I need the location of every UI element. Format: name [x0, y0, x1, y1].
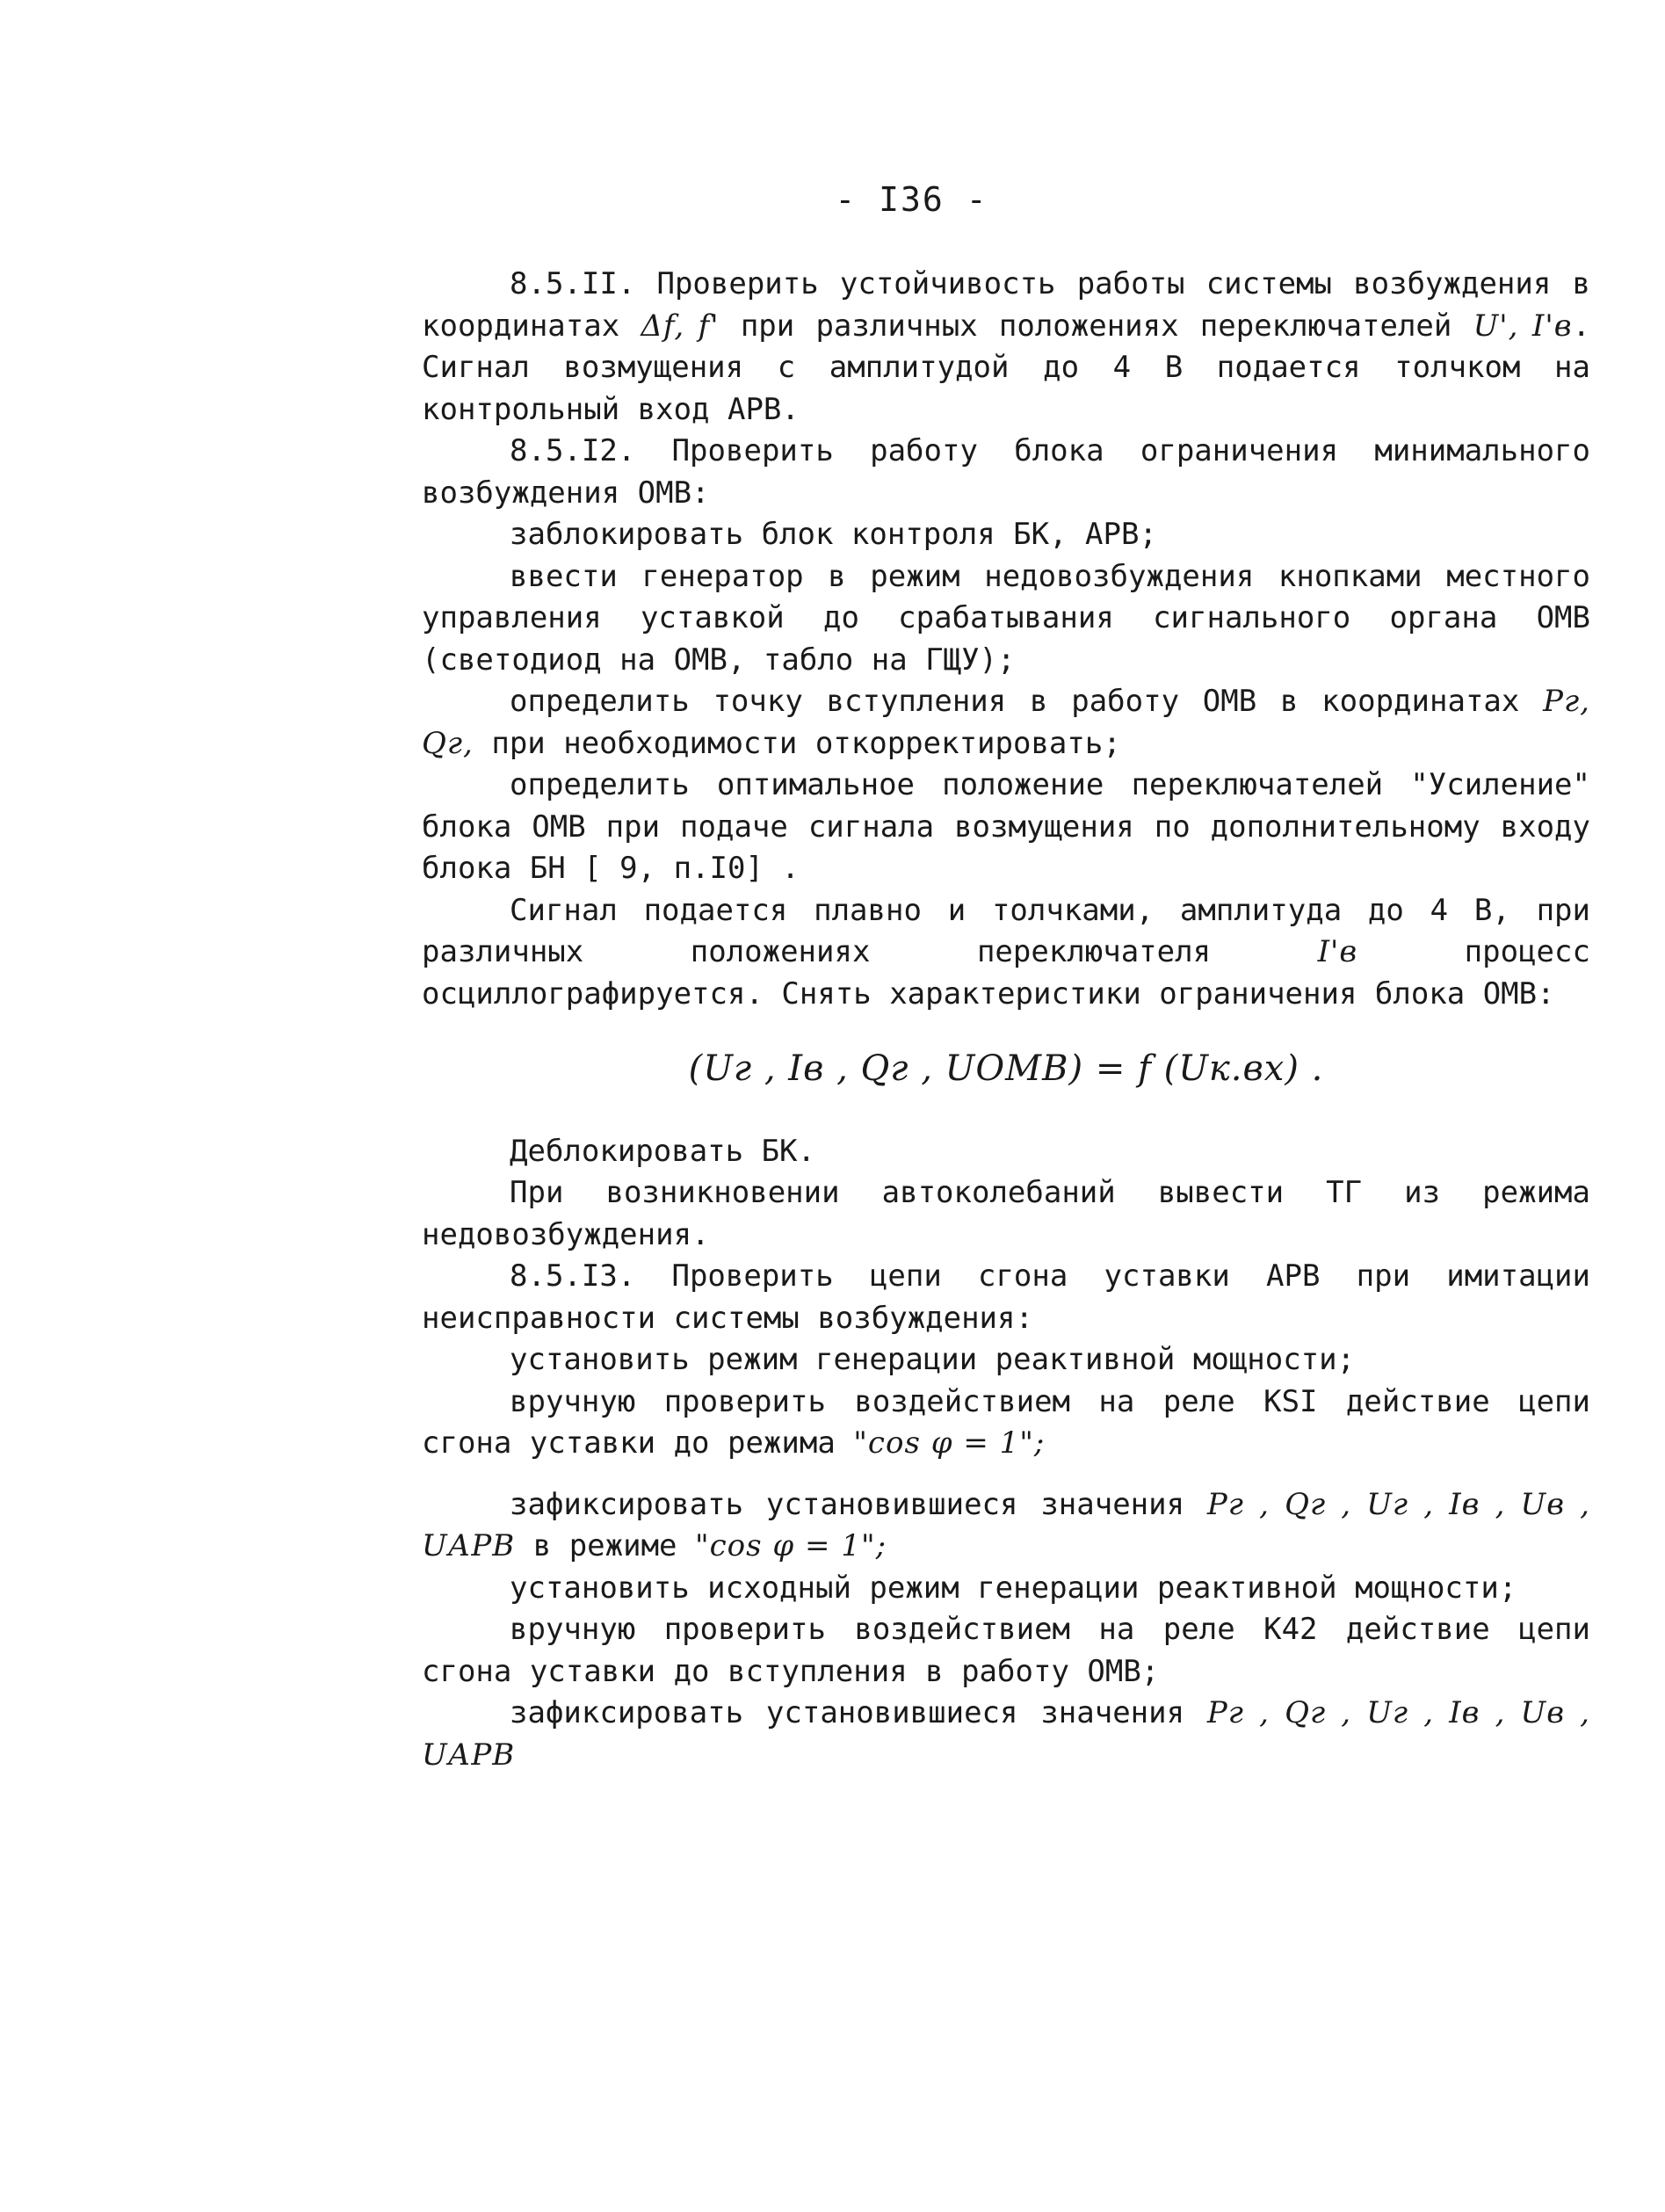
document-body	[422, 264, 1590, 1776]
paragraph-signal: Сигнал подается плавно и толчками, амплитуда до 4 В, при различных положениях переключателя I'в процесс осциллографируется. Снять характеристики ограничения блока ОМВ:	[422, 892, 1590, 1012]
paragraph-unblock: Деблокировать БК.	[510, 1133, 815, 1169]
math-p-q: Pг, Qг,	[422, 684, 1590, 761]
math-delta-f: Δf, f'	[641, 308, 720, 344]
step-gain-switch: определить оптимальное положение переключателей "Усиление" блока ОМВ при подаче сигнала возмущения по дополнительному входу блока БН [ 9, п.I0] .	[422, 767, 1590, 886]
math-values-1: Pг , Qг , Uг , Iв , Uв , UАРВ	[422, 1486, 1590, 1563]
paragraph-8-5-13: 8.5.I3. Проверить цепи сгона уставки АРВ при имитации неисправности системы возбуждения:	[422, 1258, 1590, 1336]
math-u-i-switches: U', I'в	[1473, 308, 1573, 344]
step-reactive-mode: установить режим генерации реактивной мощности;	[510, 1342, 1356, 1377]
step-relay-k42: вручную проверить воздействием на реле К42 действие цепи сгона уставки до вступления в работу ОМВ;	[422, 1612, 1590, 1689]
math-iv: I'в	[1317, 934, 1358, 969]
step-relay-ksi: вручную проверить воздействием на реле KSI действие цепи сгона уставки до режима "cos φ = 1";	[422, 1383, 1590, 1461]
step-record-values-1: зафиксировать установившиеся значения Pг , Qг , Uг , Iв , Uв , UАРВ в режиме "cos φ = 1";	[422, 1486, 1590, 1563]
math-values-2: Pг , Qг , Uг , Iв , Uв , UАРВ	[422, 1695, 1590, 1773]
math-cos-phi: "cos φ = 1";	[853, 1425, 1046, 1461]
step-block-bk: заблокировать блок контроля БК, АРВ;	[510, 517, 1157, 552]
paragraph-8-5-12: 8.5.I2. Проверить работу блока ограничения минимального возбуждения ОМВ:	[422, 433, 1590, 511]
paragraph-self-oscillation: При возникновении автоколебаний вывести ТГ из режима недовозбуждения.	[422, 1175, 1590, 1252]
step-record-values-2: зафиксировать установившиеся значения Pг , Qг , Uг , Iв , Uв , UАРВ	[422, 1695, 1590, 1773]
page-number: - I36 -	[835, 180, 988, 219]
step-underexcitation: ввести генератор в режим недовозбуждения кнопками местного управления уставкой до срабатывания сигнального органа ОМВ (светодиод на ОМВ, табло на ГЩУ);	[422, 558, 1590, 678]
paragraph-8-5-11: 8.5.II. Проверить устойчивость работы системы возбуждения в координатах Δf, f' при различных положениях переключателей U', I'в. Сигнал возмущения с амплитудой до 4 В подается толчком на контрольный вход АРВ.	[422, 266, 1590, 427]
formula-omv-characteristics: (Uг , Iв , Qг , UОМВ) = f (Uк.вх) .	[688, 1048, 1324, 1089]
math-cos-phi-2: "cos φ = 1";	[695, 1528, 887, 1563]
step-initial-mode: установить исходный режим генерации реактивной мощности;	[510, 1570, 1517, 1606]
step-entry-point: определить точку вступления в работу ОМВ в координатах Pг, Qг, при необходимости откорректировать;	[422, 684, 1590, 761]
